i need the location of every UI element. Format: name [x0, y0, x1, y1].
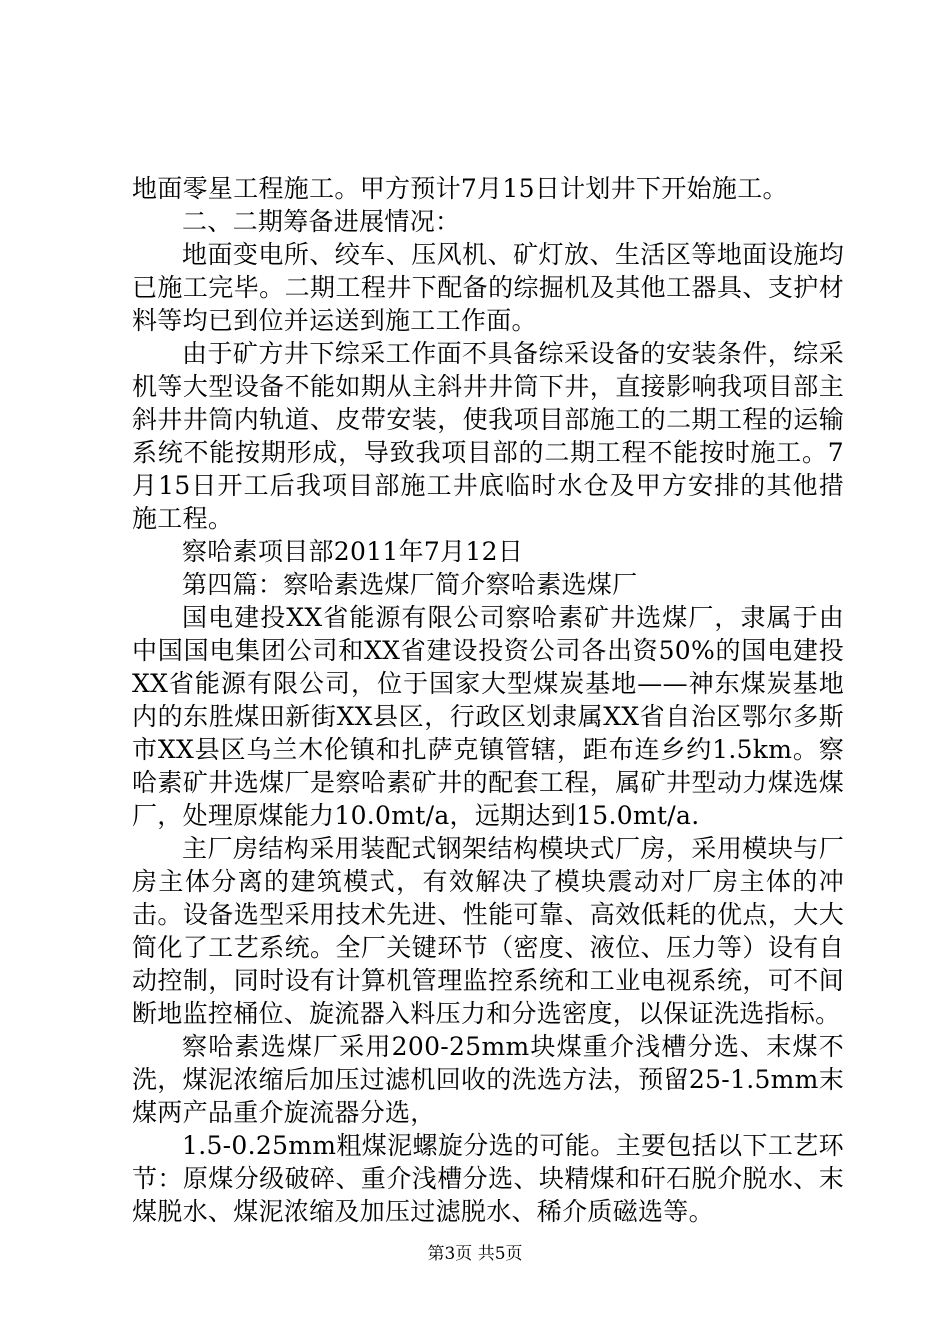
- paragraph: 地面零星工程施工。甲方预计7月15日计划井下开始施工。: [132, 174, 788, 203]
- paragraph: 由于矿方井下综采工作面不具备综采设备的安装条件，综采机等大型设备不能如期从主斜井井筒下井，直接影响我项目部主斜井井筒内轨道、皮带安装，使我项目部施工的二期工程的运输系统不能按期形成，导致我项目部的二期工程不能按时施工。7月15日开工后我项目部施工井底临时水仓及甲方安排的其他措施工程。: [132, 339, 844, 533]
- paragraph: 地面变电所、绞车、压风机、矿灯放、生活区等地面设施均已施工完毕。二期工程井下配备的综掘机及其他工器具、支护材料等均已到位并运送到施工工作面。: [132, 240, 844, 335]
- paragraph: 国电建投XX省能源有限公司察哈素矿井选煤厂，隶属于由中国国电集团公司和XX省建设投资公司各出资50%的国电建投XX省能源有限公司，位于国家大型煤炭基地——神东煤炭基地内的东胜煤田新街XX县区，行政区划隶属XX省自治区鄂尔多斯市XX县区乌兰木伦镇和扎萨克镇管辖，距布连乡约1.5km。察哈素矿井选煤厂是察哈素矿井的配套工程，属矿井型动力煤选煤厂，处理原煤能力10.0mt/a，远期达到15.0mt/a.: [132, 603, 844, 830]
- paragraph: 察哈素选煤厂采用200-25mm块煤重介浅槽分选、末煤不洗，煤泥浓缩后加压过滤机回收的洗选方法，预留25-1.5mm末煤两产品重介旋流器分选，: [132, 1032, 844, 1127]
- section-heading: 二、二期筹备进展情况：: [182, 207, 461, 236]
- paragraph: 主厂房结构采用装配式钢架结构模块式厂房，采用模块与厂房主体分离的建筑模式，有效解决了模块震动对厂房主体的冲击。设备选型采用技术先进、性能可靠、高效低耗的优点，大大简化了工艺系统。全厂关键环节（密度、液位、压力等）设有自动控制，同时设有计算机管理监控系统和工业电视系统，可不间断地监控桶位、旋流器入料压力和分选密度，以保证洗选指标。: [132, 834, 844, 1028]
- document-body: [132, 172, 844, 1228]
- paragraph: 1.5-0.25mm粗煤泥螺旋分选的可能。主要包括以下工艺环节：原煤分级破碎、重介浅槽分选、块精煤和矸石脱介脱水、末煤脱水、煤泥浓缩及加压过滤脱水、稀介质磁选等。: [132, 1131, 844, 1226]
- signature-line: 察哈素项目部2011年7月12日: [182, 537, 524, 566]
- page-number-footer: 第3页 共5页: [427, 1244, 523, 1264]
- chapter-title: 第四篇：察哈素选煤厂简介察哈素选煤厂: [182, 570, 638, 599]
